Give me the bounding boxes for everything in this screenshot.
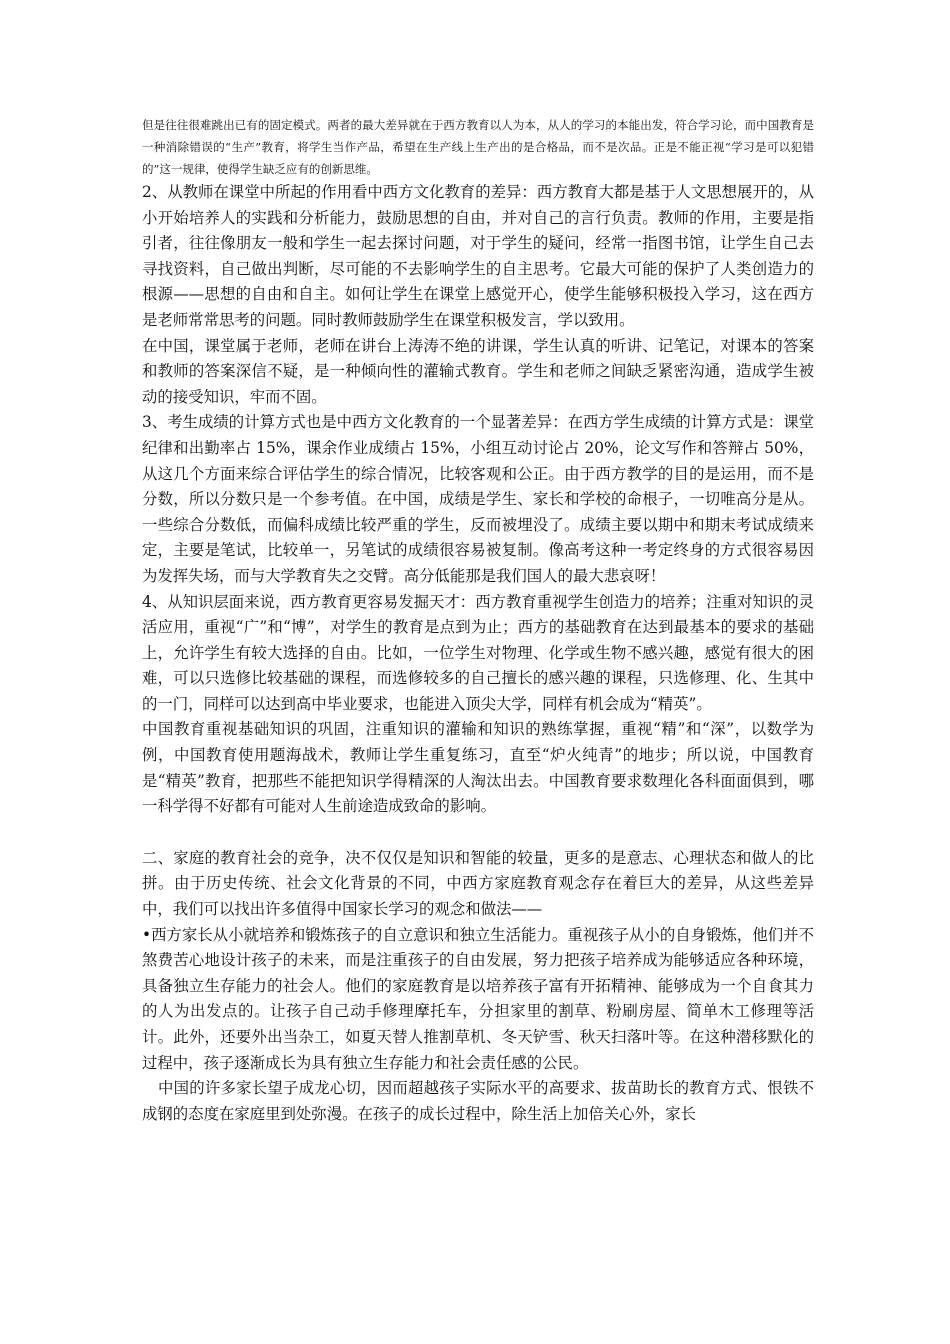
paragraph-point-4: 4、从知识层面来说，西方教育更容易发掘天才：西方教育重视学生创造力的培养；注重对知识的灵活应用，重视“广”和“博”，对学生的教育是点到为止；西方的基础教育在达到最基本的要求的基础上，允许学生有较大选择的自由。比如，一位学生对物理、化学或生物不感兴趣，感觉有很大的困难，可以只选修比较基础的课程，而选修较多的自己擅长的感兴趣的课程，只选修理、化、生其中的一门，同样可以达到高中毕业要求，也能进入顶尖大学，同样有机会成为“精英”。: [142, 592, 814, 713]
document-body: [142, 114, 814, 1127]
section-spacer: [142, 820, 814, 846]
paragraph-china-classroom: 在中国，课堂属于老师，老师在讲台上涛涛不绝的讲课，学生认真的听讲、记笔记，对课本的答案和教师的答案深信不疑，是一种倾向性的灌输式教育。学生和老师之间缺乏紧密沟通，造成学生被动的接受知识，牢而不固。: [142, 336, 814, 406]
paragraph-china-knowledge: 中国教育重视基础知识的巩固，注重知识的灌输和知识的熟练掌握，重视“精”和“深”，以数学为例，中国教育使用题海战术，教师让学生重复练习，直至“炉火纯青”的地步；所以说，中国教育是“精英”教育，把那些不能把知识学得精深的人淘汰出去。中国教育要求数理化各科面面俱到，哪一科学得不好都有可能对人生前途造成致命的影响。: [142, 720, 814, 816]
paragraph-intro-continuation: 但是往往很难跳出已有的固定模式。两者的最大差异就在于西方教育以人为本，从人的学习的本能出发，符合学习论，而中国教育是一种消除错误的“生产”教育，将学生当作产品，希望在生产线上生产出的是合格品，而不是次品。正是不能正视“学习是可以犯错的”这一规律，使得学生缺乏应有的创新思维。: [142, 118, 814, 176]
paragraph-chinese-parents: 中国的许多家长望子成龙心切，因而超越孩子实际水平的高要求、拔苗助长的教育方式、恨铁不成钢的态度在家庭里到处弥漫。在孩子的成长过程中，除生活上加倍关心外，家长: [142, 1079, 814, 1123]
paragraph-point-2: 2、从教师在课堂中所起的作用看中西方文化教育的差异：西方教育大都是基于人文思想展开的，从小开始培养人的实践和分析能力，鼓励思想的自由，并对自己的言行负责。教师的作用，主要是指引者，往往像朋友一般和学生一起去探讨问题，对于学生的疑问，经常一指图书馆，让学生自己去寻找资料，自己做出判断，尽可能的不去影响学生的自主思考。它最大可能的保护了人类创造力的根源——思想的自由和自主。如何让学生在课堂上感觉开心，使学生能够积极投入学习，这在西方是老师常常思考的问题。同时教师鼓励学生在课堂积极发言，学以致用。: [142, 183, 814, 329]
paragraph-point-3: 3、考生成绩的计算方式也是中西方文化教育的一个显著差异：在西方学生成绩的计算方式是：课堂纪律和出勤率占 15%，课余作业成绩占 15%，小组互动讨论占 20%，论文写作和答辩占 50%，从这几个方面来综合评估学生的综合情况，比较客观和公正。由于西方教学的目的是运用，而不是分数，所以分数只是一个参考值。在中国，成绩是学生、家长和学校的命根子，一切唯高分是从。一些综合分数低，而偏科成绩比较严重的学生，反而被埋没了。成绩主要以期中和期末考试成绩来定，主要是笔试，比较单一，另笔试的成绩很容易被复制。像高考这种一考定终身的方式很容易因为发挥失场，而与大学教育失之交臂。高分低能那是我们国人的最大悲哀呀！: [142, 413, 814, 585]
paragraph-western-parents: •西方家长从小就培养和锻炼孩子的自立意识和独立生活能力。重视孩子从小的自身锻炼，他们并不煞费苦心地设计孩子的未来，而是注重孩子的自由发展，努力把孩子培养成为能够适应各种环境，具备独立生存能力的社会人。他们的家庭教育是以培养孩子富有开拓精神、能够成为一个自食其力的人为出发点的。让孩子自己动手修理摩托车，分担家里的割草、粉刷房屋、简单木工修理等活计。此外，还要外出当杂工，如夏天替人推割草机、冬天铲雪、秋天扫落叶等。在这种潜移默化的过程中，孩子逐渐成长为具有独立生存能力和社会责任感的公民。: [142, 925, 814, 1072]
paragraph-section-two: 二、家庭的教育社会的竞争，决不仅仅是知识和智能的较量，更多的是意志、心理状态和做人的比拼。由于历史传统、社会文化背景的不同，中西方家庭教育观念存在着巨大的差异，从这些差异中，我们可以找出许多值得中国家长学习的观念和做法——: [142, 848, 814, 919]
